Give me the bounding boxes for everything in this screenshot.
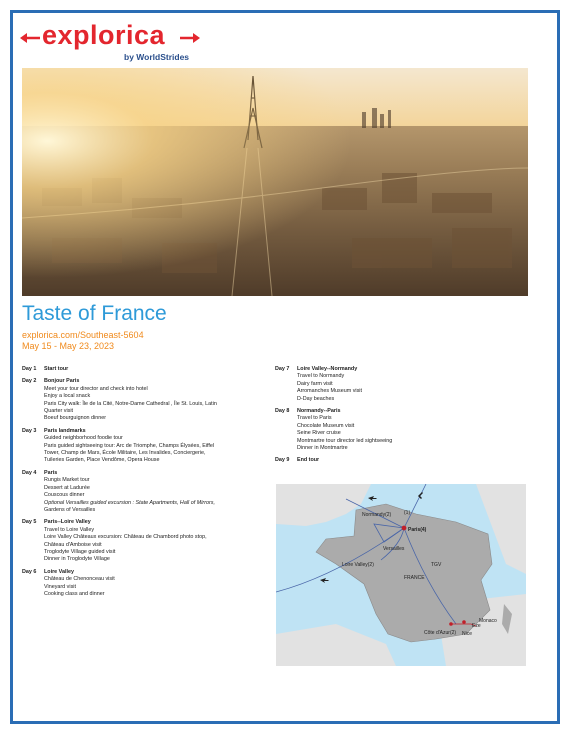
day-activity: Seine River cruise (297, 430, 341, 437)
day-activity: Enjoy a local snack (44, 393, 91, 400)
day-number: Day 2 (22, 378, 37, 385)
logo-tagline: by WorldStrides (124, 52, 190, 62)
itinerary-day (22, 378, 277, 422)
day-activity: Troglodyte Village guided visit (44, 548, 116, 555)
day-activity: Château d'Amboise visit (44, 541, 102, 548)
day-heading (22, 519, 277, 526)
day-title: Paris landmarks (44, 427, 86, 434)
day-number: Day 1 (22, 366, 37, 372)
day-activity: Rungis Market tour (44, 477, 90, 484)
map-label-paris: Paris(4) (408, 527, 427, 533)
itinerary-day (22, 569, 277, 599)
day-activity: Dinner in Troglodyte Village (44, 556, 110, 563)
day-number: Day 7 (275, 366, 290, 372)
map-label-tgv: TGV (431, 562, 442, 568)
day-activity: Travel to Paris (297, 415, 332, 422)
itinerary-left-column (22, 366, 277, 603)
day-activity: Vineyard visit (44, 583, 76, 590)
day-number: Day 6 (22, 568, 37, 575)
day-activity: Quarter visit (44, 408, 74, 415)
day-title: Paris (44, 469, 58, 476)
day-number: Day 5 (22, 519, 37, 526)
itinerary-day (22, 428, 277, 465)
day-activity: Gardens of Versailles (44, 506, 96, 513)
day-title: Normandy--Paris (297, 408, 341, 415)
day-activity: Tuileries Garden, Place Vendôme, Opera House (44, 457, 160, 464)
day-activity: Paris City walk: Île de la Cité, Notre-Dame Cathedral , Île St. Louis, Latin (44, 400, 217, 407)
day-title: Paris--Loire Valley (44, 519, 91, 526)
day-activity: Boeuf bourguignon dinner (44, 415, 107, 422)
day-number: Day 3 (22, 427, 37, 434)
day-activity: Dinner in Montmartre (297, 445, 348, 452)
day-heading (22, 366, 277, 373)
hero-image (22, 68, 528, 296)
map-label-versailles: Versailles (383, 546, 405, 552)
day-activity: Meet your tour director and check into hotel (44, 385, 148, 392)
map-label-eze: Eze (472, 623, 481, 629)
itinerary-day (275, 457, 525, 464)
itinerary-right-column (275, 366, 525, 470)
day-activity: Guided neighborhood foodie tour (44, 435, 123, 442)
day-number: Day 8 (275, 408, 290, 415)
day-heading (22, 569, 277, 576)
map-label-nice: Nice (462, 631, 473, 637)
map-label-cote: Côte d'Azur(2) (424, 630, 457, 636)
day-activity: Travel to Loire Valley (44, 526, 95, 533)
day-activity: D-Day beaches (297, 395, 335, 402)
map-label-monaco: Monaco (479, 618, 497, 624)
itinerary-day (22, 470, 277, 514)
day-number: Day 4 (22, 469, 37, 476)
day-activity: Montmartre tour director led sightseeing (297, 437, 393, 444)
map-label-normandy: Normandy(2) (362, 512, 392, 518)
day-heading (275, 457, 525, 464)
day-title: Bonjour Paris (44, 378, 80, 385)
tour-dates: May 15 - May 23, 2023 (22, 341, 115, 351)
day-activity: Loire Valley Châteaux excursion: Château de Chambord photo stop, (44, 534, 207, 541)
day-activity: Paris guided sightseeing tour: Arc de Triomphe, Champs Élysées, Eiffel (44, 442, 215, 449)
day-heading (22, 428, 277, 435)
map-label-n1: (1) (404, 510, 411, 516)
day-title: End tour (297, 457, 320, 464)
itinerary-day (22, 519, 277, 563)
day-activity: Château de Chenonceau visit (44, 576, 115, 583)
itinerary-day (22, 366, 277, 373)
day-activity: Tower, Champ de Mars, École Militaire, Les Invalides, Conciergerie, (44, 450, 206, 457)
day-title: Loire Valley--Normandy (297, 366, 358, 372)
map-label-loire: Loire Valley(2) (342, 562, 374, 568)
day-activity: Dessert at Ladurée (44, 484, 90, 491)
day-title: Start tour (44, 366, 69, 372)
day-heading (22, 378, 277, 385)
map-label-country: FRANCE (404, 575, 425, 581)
day-activity: Optional Versailles guided excursion : State Apartments, Hall of Mirrors, (44, 499, 215, 506)
day-number: Day 9 (275, 457, 290, 464)
day-activity: Couscous dinner (44, 492, 85, 499)
tour-url[interactable]: explorica.com/Southeast-5604 (22, 330, 144, 340)
day-activity: Arromanches Museum visit (297, 388, 363, 395)
route-map (276, 484, 526, 666)
day-heading (275, 366, 525, 373)
logo-wordmark: explorica (42, 20, 166, 50)
day-title: Loire Valley (44, 568, 74, 575)
tour-title: Taste of France (22, 302, 167, 325)
day-heading (22, 470, 277, 477)
day-activity: Chocolate Museum visit (297, 422, 355, 429)
day-activity: Dairy farm visit (297, 380, 333, 387)
itinerary-day (275, 408, 525, 452)
day-heading (275, 408, 525, 415)
itinerary-day (275, 366, 525, 403)
explorica-logo (20, 18, 200, 68)
day-activity: Travel to Normandy (297, 373, 345, 380)
day-activity: Cooking class and dinner (44, 590, 105, 597)
